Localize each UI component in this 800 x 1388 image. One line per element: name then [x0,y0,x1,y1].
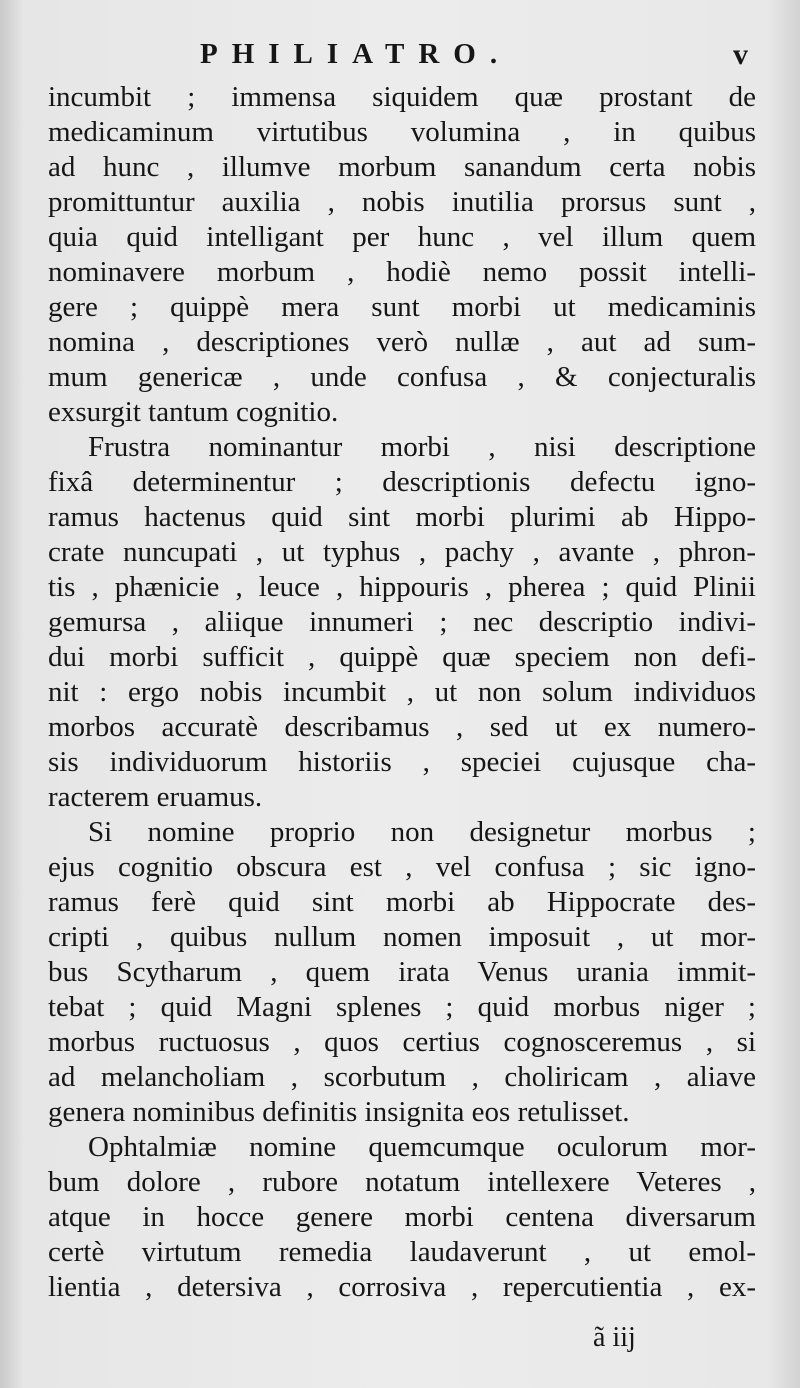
text-line: gere ; quippè mera sunt morbi ut medicaminis [48,291,756,323]
text-line: cripti , quibus nullum nomen imposuit , ut mor- [48,921,756,953]
text-line: ad hunc , illumve morbum sanandum certa nobis [48,151,756,183]
text-line: nominavere morbum , hodiè nemo possit intelli- [48,256,756,288]
text-line: morbus ructuosus , quos certius cognosceremus , si [48,1026,756,1058]
text-line: morbos accuratè describamus , sed ut ex numero- [48,711,756,743]
text-line: atque in hocce genere morbi centena diversarum [48,1201,756,1233]
page-footer [0,1322,800,1362]
page-header [0,38,800,78]
text-line: ad melancholiam , scorbutum , choliricam , aliave [48,1061,756,1093]
paragraph-first-line: Ophtalmiæ nomine quemcumque oculorum mor- [88,1131,756,1163]
running-head: PHILIATRO. [200,38,512,70]
text-line: ramus hactenus quid sint morbi plurimi ab Hippo- [48,501,756,533]
text-line: certè virtutum remedia laudaverunt , ut emol- [48,1236,756,1268]
text-line: fixâ determinentur ; descriptionis defectu igno- [48,466,756,498]
text-line: crate nuncupati , ut typhus , pachy , avante , phron- [48,536,756,568]
text-line: medicaminum virtutibus volumina , in quibus [48,116,756,148]
text-line: ramus ferè quid sint morbi ab Hippocrate des- [48,886,756,918]
paragraph-first-line: Frustra nominantur morbi , nisi descriptione [88,431,756,463]
text-line: mum genericæ , unde confusa , & conjecturalis [48,361,756,393]
text-line: tebat ; quid Magni splenes ; quid morbus niger ; [48,991,756,1023]
text-line: bum dolore , rubore notatum intellexere Veteres , [48,1166,756,1198]
body-text [48,80,756,1305]
text-line: gemursa , aliique innumeri ; nec descriptio indivi- [48,606,756,638]
text-line: lientia , detersiva , corrosiva , repercutientia , ex- [48,1271,756,1303]
text-line: sis individuorum historiis , speciei cujusque cha- [48,746,756,778]
paragraph-first-line: Si nomine proprio non designetur morbus ; [88,816,756,848]
paragraph-end-line: genera nominibus definitis insignita eos retulisset. [48,1096,630,1128]
text-line: quia quid intelligant per hunc , vel illum quem [48,221,756,253]
text-line: nomina , descriptiones verò nullæ , aut ad sum- [48,326,756,358]
text-line: tis , phænicie , leuce , hippouris , pherea ; quid Plinii [48,571,756,603]
text-line: incumbit ; immensa siquidem quæ prostant de [48,81,756,113]
paragraph-end-line: racterem eruamus. [48,781,263,813]
text-line: ejus cognitio obscura est , vel confusa ; sic igno- [48,851,756,883]
signature-mark: ã iij [593,1322,636,1353]
paragraph-end-line: exsurgit tantum cognitio. [48,396,339,428]
text-line: promittuntur auxilia , nobis inutilia prorsus sunt , [48,186,756,218]
text-line: bus Scytharum , quem irata Venus urania immit- [48,956,756,988]
text-line: dui morbi sufficit , quippè quæ speciem non defi- [48,641,756,673]
page-number: v [733,38,748,71]
text-line: nit : ergo nobis incumbit , ut non solum individuos [48,676,756,708]
